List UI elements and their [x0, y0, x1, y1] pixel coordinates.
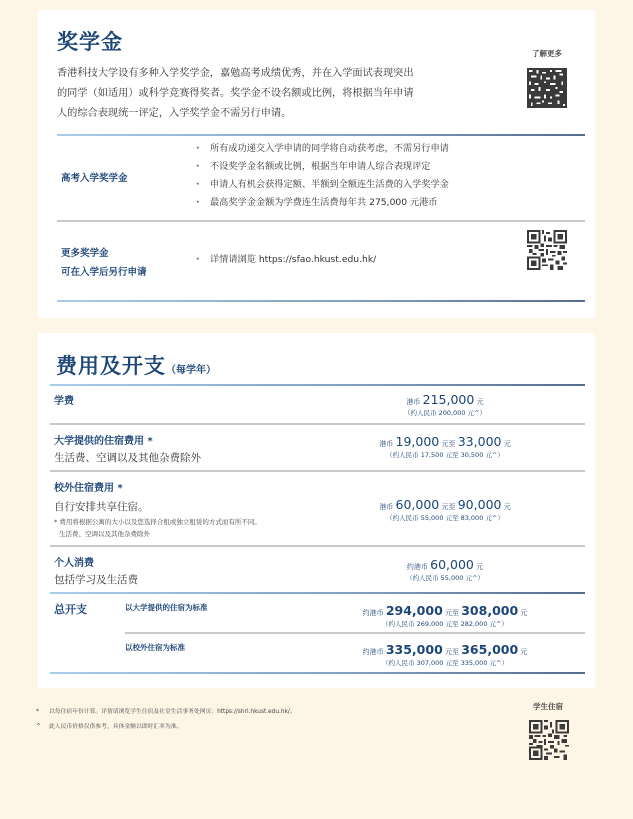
row-divider: [57, 220, 585, 222]
more-scholarships-label: [61, 244, 147, 282]
more-scholarships-line2: 可在入学后另行申请: [61, 267, 147, 278]
off-campus-housing-note: * 费用将根据公寓的大小以及您选择合租或独立租赁的方式而有所不同。 生活费、空调以及其他杂费除外: [54, 518, 261, 538]
university-housing-subtitle: 生活费、空调以及其他杂费除外: [54, 452, 201, 464]
total-university-housing-basis: 以大学提供的住宿为标准: [125, 603, 208, 612]
gaokao-scholarship-label: 高考入学奖学金: [61, 173, 128, 184]
scholarship-title: 奖学金: [57, 30, 123, 54]
more-scholarships-line1: 更多奖学金: [61, 248, 109, 259]
student-housing-label: 学生住宿: [533, 702, 563, 711]
off-campus-housing-label: 校外住宿费用 *: [54, 483, 123, 494]
off-campus-housing-amount: 港币 60,000 元至 90,000 元 （约人民币 55,000 元至 83,000 元^）: [379, 497, 511, 522]
personal-expenses-label: 个人消费: [54, 558, 94, 569]
section-divider: [50, 384, 585, 386]
qr-code-icon[interactable]: [527, 68, 567, 108]
university-housing-label: 大学提供的住宿费用 *: [54, 436, 153, 447]
university-housing-amount: 港币 19,000 元至 33,000 元 （约人民币 17,500 元至 30,500 元^）: [379, 434, 511, 459]
list-item: · 所有成功递交入学申请的同学将自动获考虑，不需另行申请: [196, 140, 449, 158]
total-off-campus-amount: 约港币 335,000 元至 365,000 元 （约人民币 307,000 元至 335,000 元^）: [362, 642, 528, 667]
learn-more-label: 了解更多: [532, 49, 562, 58]
personal-expenses-amount: 约港币 60,000 元 （约人民币 55,000 元^）: [406, 557, 484, 582]
section-divider: [50, 672, 585, 674]
personal-expenses-subtitle: 包括学习及生活费: [54, 574, 138, 586]
section-divider: [57, 134, 585, 136]
footnote-housing: * 以每住宿年份计算。详情请浏览学生住宿及社堂生活事务处网页：https://shrl.hkust.edu.hk/。: [36, 709, 296, 715]
sfao-link[interactable]: · 详情请浏览 https://sfao.hkust.edu.hk/: [196, 251, 376, 269]
tuition-amount: 港币 215,000 元 （约人民币 200,000 元^）: [404, 392, 486, 417]
section-divider: [50, 592, 585, 594]
qr-code-icon[interactable]: [527, 230, 567, 270]
list-item: · 最高奖学金金额为学费连生活费每年共 275,000 元港币: [196, 194, 449, 212]
off-campus-housing-subtitle: 自行安排共享住宿。: [54, 501, 149, 513]
costs-section: [38, 333, 595, 688]
tuition-label: 学费: [54, 396, 74, 407]
costs-title-text: 费用及开支: [56, 354, 166, 378]
costs-title: [56, 350, 216, 380]
footnote-rmb: ^ 此人民币价格仅供参考，具体金额以即时汇率为准。: [36, 724, 183, 730]
row-divider: [50, 423, 585, 425]
total-university-housing-amount: 约港币 294,000 元至 308,000 元 （约人民币 269,000 元至 282,000 元^）: [362, 603, 528, 628]
scholarship-intro: 香港科技大学设有多种入学奖学金，嘉勉高考成绩优秀，并在入学面试表现突出的同学（如适用）或科学竞赛得奖者。奖学金不设名额或比例，将根据当年申请人的综合表现统一评定，入学奖学金不需另行申请。: [57, 68, 414, 119]
total-off-campus-basis: 以校外住宿为标准: [125, 643, 185, 652]
row-divider: [50, 545, 585, 547]
row-divider: [125, 632, 585, 634]
total-expenses-label: 总开支: [54, 603, 87, 616]
list-item: · 不设奖学金名额或比例，根据当年申请人综合表现评定: [196, 158, 449, 176]
gaokao-scholarship-bullets: [196, 140, 449, 212]
list-item: · 申请人有机会获得定额、半额到全额连生活费的入学奖学金: [196, 176, 449, 194]
qr-code-icon[interactable]: [529, 720, 569, 760]
more-scholarships-bullets: [196, 251, 376, 269]
row-divider: [50, 470, 585, 472]
costs-title-note: （每学年）: [166, 365, 216, 376]
section-divider: [57, 300, 585, 302]
scholarship-section: [38, 10, 595, 318]
